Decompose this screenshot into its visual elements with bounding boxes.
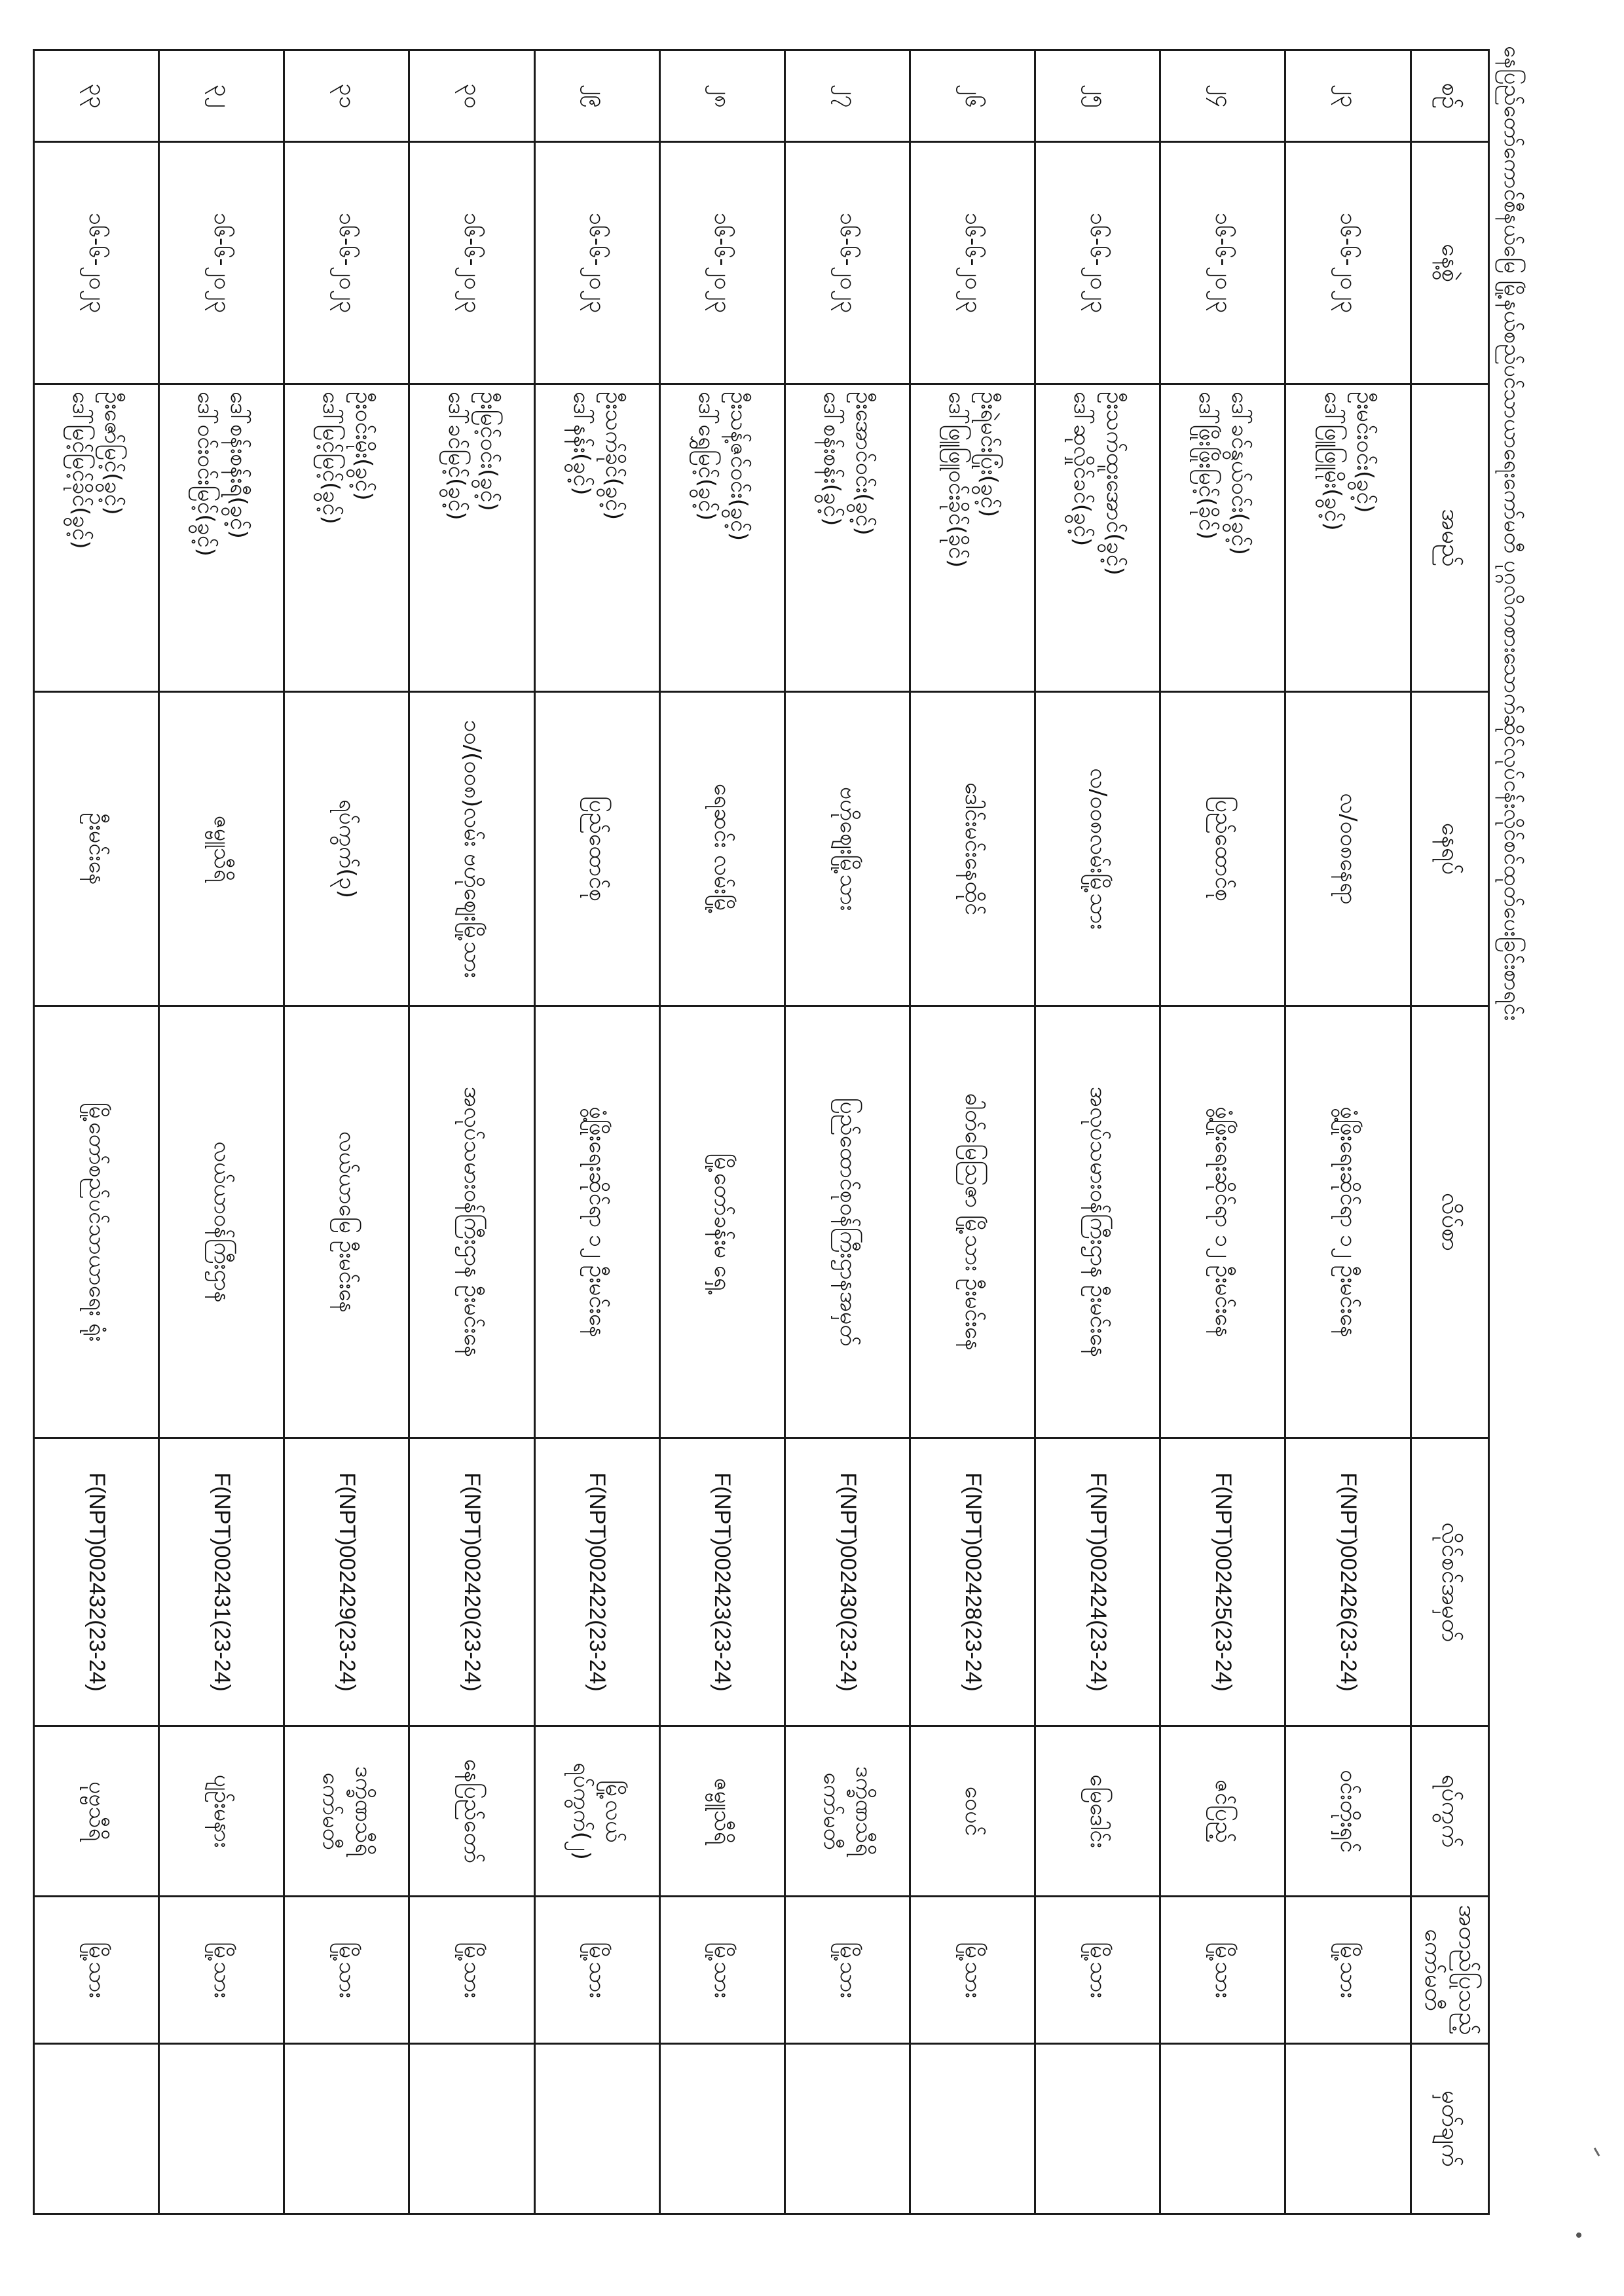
cell-name: ဦးဇော်မြင့်(ခွင့်) ဒေါ်မြင့်မြင့်ခိုင်(ခွင့်) [34,384,159,692]
cell-area: ဒက္ခိဏသီရိ ကော်မတီ [284,1726,409,1897]
cell-address: လ/၀၀၈လမ်းမြို့သား [1035,692,1160,1006]
header-date: နေ့စွဲ [1411,142,1488,384]
table-row [1035,50,1160,2214]
cell-address: ရပ်ကွက်(၃) [284,692,409,1006]
cell-name: ဦးမြင့်ဝင်း(ခွင့်) ဒေါ်ခင်မြင့်(ခွင့်) [409,384,534,692]
header-area: ရပ်ကွက် [1411,1726,1488,1897]
cell-no: ၃၃ [34,50,159,142]
cell-approval: မြို့သား [784,1897,910,2044]
cell-date: ၁၆-၆-၂၀၂၃ [659,142,784,384]
license-table [33,49,1490,2215]
cell-approval: မြို့သား [159,1897,284,2044]
cell-date: ၁၆-၆-၂၀၂၃ [159,142,284,384]
cell-address: ဗဟိုဈေးမြို့သား [784,692,910,1006]
cell-license-number: F(NPT)002420(23-24) [409,1438,534,1726]
cell-remark [1035,2044,1160,2214]
cell-no: ၃၁ [284,50,409,142]
cell-location: မြို့တော်ခန်းမ ရှေ့ [659,1006,784,1438]
table-row [534,50,659,2214]
cell-area: ဝင်းတိုးရှင် [1285,1726,1411,1897]
header-name: အမည် [1411,384,1488,692]
table-row [784,50,910,2214]
cell-date: ၁၆-၆-၂၀၂၃ [1160,142,1285,384]
cell-location: ဖွံ့ဖြိုးရေးဆိုင်ရာ ၁၂ ဦးမင်းနေ [1160,1006,1285,1438]
cell-area: ပုဗ္ဗသီရိ [34,1726,159,1897]
cell-no: ၂၄ [1160,50,1285,142]
table-row [409,50,534,2214]
cell-no: ၂၇ [784,50,910,142]
cell-name: ဦးသန့်ဇင်ဝင်း(ခွင့်) ဒေါ်ရွှေမြင့်(ခွင့်) [659,384,784,692]
cell-location: အလုပ်သမားဝန်ကြီးဌာန ဦးမင်းနေ [1035,1006,1160,1438]
scan-mark [1594,2147,1600,2157]
cell-address: ၁၀/(၀၀၈)လမ်း ဗဟိုဈေးမြို့သား [409,692,534,1006]
table-row [159,50,284,2214]
cell-no: ၂၆ [910,50,1035,142]
cell-area: မြို့လယ်ရပ်ကွက်(၂) [534,1726,659,1897]
cell-address: ပြည်ထောင်စု [534,692,659,1006]
header-address: နေရပ် [1411,692,1488,1006]
cell-date: ၁၆-၆-၂၀၂၃ [534,142,659,384]
cell-no: ၃၂ [159,50,284,142]
cell-location: ဓါတ်မြေသြဇာ မြို့သား ဦးမင်းနေ [910,1006,1035,1438]
table-row [34,50,159,2214]
header-approval: အတည်ပြုသည့် ကော်မတီ [1411,1897,1488,2044]
cell-name: ဦးမင်းဝင်း(ခွင့်) ဒေါ်ဖြူဖြူမိုး(ခွင့်) [1285,384,1411,692]
cell-remark [409,2044,534,2214]
cell-approval: မြို့သား [1285,1897,1411,2044]
cell-remark [659,2044,784,2214]
cell-location: အလုပ်သမားဝန်ကြီးဌာန ဦးမင်းနေ [409,1006,534,1438]
cell-address: ပြည်ထောင်စု [1160,692,1285,1006]
cell-date: ၁၆-၆-၂၀၂၃ [34,142,159,384]
cell-remark [534,2044,659,2214]
cell-remark [34,2044,159,2214]
table-caption: နေပြည်တော်ကောင်စီနယ်မြေ မြို့နယ်စည်ပင်သာယာရေးကော်မတီ ပုဂ္ဂလိကစားသောက်ဆိုင်လုပ်ငန်းလိုင်စင်ထုတ်ပေးခြင်းစာရင်း [1500,46,1525,1021]
cell-remark [1285,2044,1411,2214]
header-reg: လိုင်စင်အမှတ် [1411,1438,1488,1726]
cell-name: ဦးသက်ခိုင်(ခွင့်) ဒေါ်နန်း(ခွင့်) [534,384,659,692]
cell-license-number: F(NPT)002429(23-24) [284,1438,409,1726]
cell-location: ဖွံ့ဖြိုးရေးဆိုင်ရာ ၁၂ ဦးမင်းနေ [1285,1006,1411,1438]
cell-name: ဦးသက်ထူးအောင်(ခွင့်) ဒေါ်ဆုလှိုင်ခင်(ခွင့်) [1035,384,1160,692]
cell-remark [784,2044,910,2214]
cell-license-number: F(NPT)002422(23-24) [534,1438,659,1726]
table-row [284,50,409,2214]
cell-location: ဖွံ့ဖြိုးရေးဆိုင်ရာ ၁၂ ဦးမင်းနေ [534,1006,659,1438]
cell-date: ၁၆-၆-၂၀၂၃ [1035,142,1160,384]
header-row [1411,50,1488,2214]
cell-date: ၁၆-၆-၂၀၂၃ [284,142,409,384]
cell-license-number: F(NPT)002430(23-24) [784,1438,910,1726]
cell-name: ဒေါ်စန်းစန်းရီ(ခွင့်) ဒေါ်ဝင်းဝင်းမြင့်(ခွင့်) [159,384,284,692]
cell-no: ၂၈ [659,50,784,142]
cell-license-number: F(NPT)002426(23-24) [1285,1438,1411,1726]
cell-name: ဦးရဲမင်းပြုံး(ခွင့်) ဒေါ်ဖြူဖြူဝင်းခိုင်(ခိုင်) [910,384,1035,692]
cell-no: ၂၉ [534,50,659,142]
cell-approval: မြို့သား [910,1897,1035,2044]
table-row [1160,50,1285,2214]
cell-date: ၁၆-၆-၂၀၂၃ [409,142,534,384]
cell-location: မြို့တော်စည်ပင်သာယာရေး ရုံး [34,1006,159,1438]
cell-remark [910,2044,1035,2214]
cell-license-number: F(NPT)002424(23-24) [1035,1438,1160,1726]
cell-area: ဇင်ပြည့် [1160,1726,1285,1897]
cell-license-number: F(NPT)002431(23-24) [159,1438,284,1726]
cell-remark [284,2044,409,2214]
cell-license-number: F(NPT)002423(23-24) [659,1438,784,1726]
cell-address: ရေဆင်း လမ်းမြို့ [659,692,784,1006]
cell-name: ဦးဝင်းမိုး(ခွင့်) ဒေါ်မြင့်မြင့်(ခွင့်) [284,384,409,692]
cell-approval: မြို့သား [659,1897,784,2044]
cell-no: ၂၅ [1035,50,1160,142]
header-no: စဉ် [1411,50,1488,142]
cell-no: ၂၃ [1285,50,1411,142]
cell-approval: မြို့သား [1035,1897,1160,2044]
cell-area: ဝေပင် [910,1726,1035,1897]
cell-area: ပျဉ်းမနား [159,1726,284,1897]
cell-license-number: F(NPT)002428(23-24) [910,1438,1035,1726]
header-location: လိပ်စာ [1411,1006,1488,1438]
header-remark: မှတ်ချက် [1411,2044,1488,2214]
cell-approval: မြို့သား [34,1897,159,2044]
cell-approval: မြို့သား [284,1897,409,2044]
cell-approval: မြို့သား [1160,1897,1285,2044]
cell-address: ဦးမင်းနေ [34,692,159,1006]
cell-area: ဒက္ခိဏသီရိ ကော်မတီ [784,1726,910,1897]
scan-dot [1576,2232,1581,2238]
cell-license-number: F(NPT)002425(23-24) [1160,1438,1285,1726]
cell-location: လယ်ယာဝန်ကြီးဌာန [159,1006,284,1438]
table-row [1285,50,1411,2214]
cell-location: လယ်ယာမြေ ဦးမင်းနေ [284,1006,409,1438]
cell-area: ဇမ္ဗူသီရိ [659,1726,784,1897]
cell-address: ဇမ္ဗူသီရိ [159,692,284,1006]
cell-date: ၁၆-၆-၂၀၂၃ [784,142,910,384]
cell-date: ၁၆-၆-၂၀၂၃ [910,142,1035,384]
table-row [910,50,1035,2214]
cell-name: ဦးအောင်ဝင်း(ခွင့်) ဒေါ်စန်းစန်း(ခွင့်) [784,384,910,692]
table-row [659,50,784,2214]
cell-area: နေပြည်တော် [409,1726,534,1897]
cell-license-number: F(NPT)002432(23-24) [34,1438,159,1726]
cell-remark [1160,2044,1285,2214]
cell-remark [159,2044,284,2214]
cell-name: ဒေါ်ခင်နွယ်ဝင်း(ခွင့်) ဒေါ်ဖြိုးဖြိုးမြင့်(ခိုင်) [1160,384,1285,692]
cell-area: မြေဒေါင်း [1035,1726,1160,1897]
cell-no: ၃၀ [409,50,534,142]
cell-approval: မြို့သား [534,1897,659,2044]
cell-address: လ/၀၀၈နေရာ [1285,692,1411,1006]
cell-approval: မြို့သား [409,1897,534,2044]
cell-address: ဒေါင်းမင်းနေထိုင် [910,692,1035,1006]
cell-date: ၁၆-၆-၂၀၂၃ [1285,142,1411,384]
cell-location: ပြည်ထောင်စုဝန်ကြီးဌာနအမှတ် [784,1006,910,1438]
